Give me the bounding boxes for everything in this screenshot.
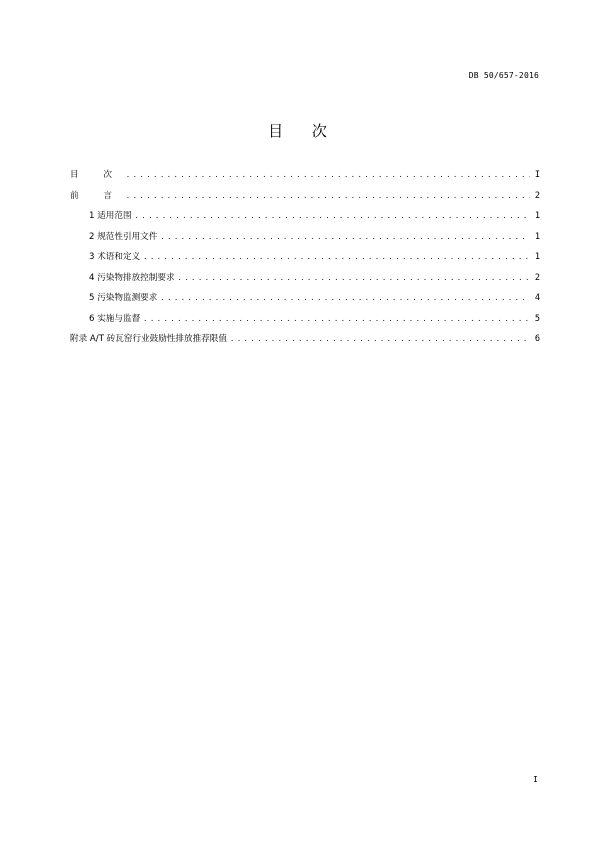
toc-entry-page: 2	[534, 272, 540, 283]
toc-entry-label: 6 实施与监督	[89, 313, 141, 324]
toc-entry-scope[interactable]	[70, 209, 540, 230]
toc-leader-dots	[160, 294, 530, 302]
toc-entry-label: 附录 A/T 砖瓦窑行业鼓励性排放推荐限值	[70, 334, 227, 344]
toc-leader-dots	[126, 192, 530, 200]
toc-entry-page: 5	[534, 313, 540, 324]
toc-entry-page: 4	[534, 293, 540, 303]
toc-leader-dots	[135, 212, 530, 220]
toc-entry-monitoring[interactable]	[70, 291, 540, 312]
toc-entry-label: 5 污染物监测要求	[89, 293, 158, 303]
toc-leader-dots	[143, 253, 530, 261]
toc-entry-foreword[interactable]	[70, 189, 540, 210]
table-of-contents	[70, 168, 540, 353]
toc-entry-label: 3 术语和定义	[89, 252, 141, 262]
toc-leader-dots	[126, 171, 530, 179]
toc-entry-contents[interactable]	[70, 168, 540, 189]
page-number: I	[533, 775, 538, 784]
toc-entry-label: 4 污染物排放控制要求	[89, 272, 175, 283]
toc-entry-terms-definitions[interactable]	[70, 250, 540, 271]
page-title: 目 次	[268, 122, 339, 140]
toc-entry-page: I	[534, 170, 540, 180]
toc-entry-page: 1	[534, 231, 540, 242]
toc-entry-page: 1	[534, 252, 540, 262]
toc-leader-dots	[160, 233, 530, 241]
toc-entry-label: 2 规范性引用文件	[89, 231, 158, 242]
toc-leader-dots	[230, 335, 530, 343]
toc-entry-appendix-a[interactable]	[70, 332, 540, 353]
toc-entry-page: 6	[534, 334, 540, 344]
toc-leader-dots	[143, 315, 530, 323]
toc-entry-page: 1	[534, 211, 540, 221]
toc-leader-dots	[178, 274, 530, 282]
toc-entry-label: 目 次	[70, 170, 123, 180]
toc-entry-normative-references[interactable]	[70, 230, 540, 251]
toc-entry-emission-control[interactable]	[70, 271, 540, 292]
toc-entry-label: 前 言	[70, 190, 123, 201]
toc-entry-implementation[interactable]	[70, 312, 540, 333]
toc-entry-label: 1 适用范围	[89, 211, 132, 221]
document-code: DB 50/657-2016	[468, 71, 539, 80]
toc-entry-page: 2	[534, 190, 540, 201]
